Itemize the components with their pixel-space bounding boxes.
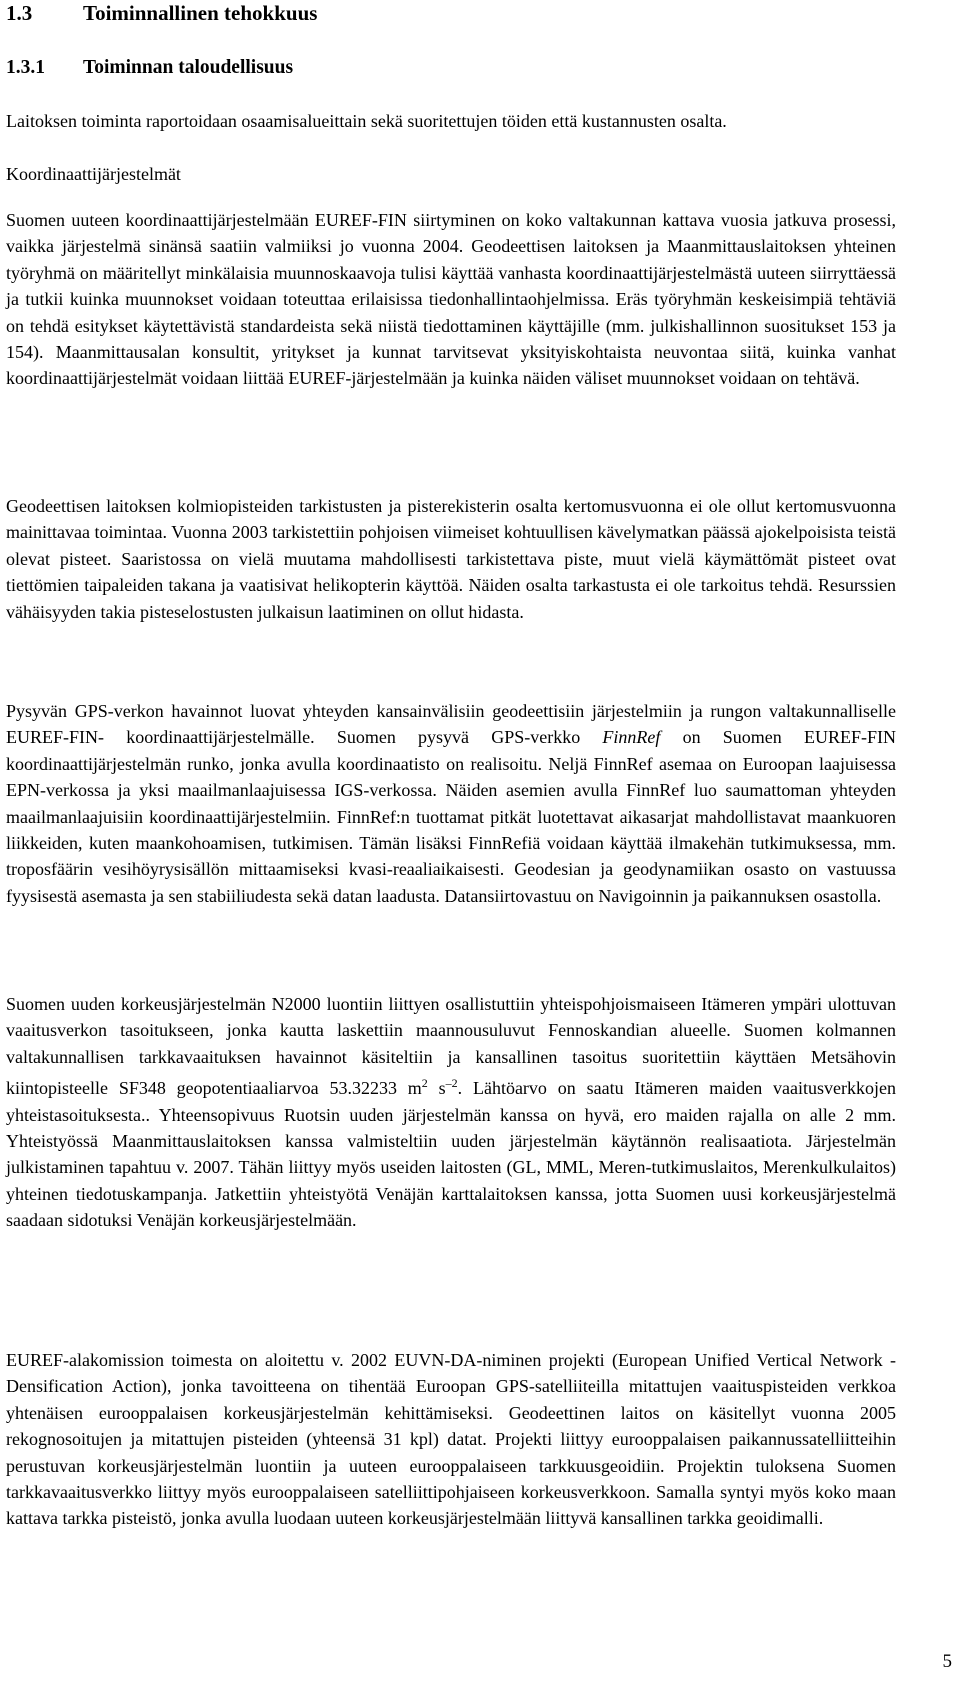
gps-text-after: on Suomen EUREF-FIN koordinaattijärjestelmän runko, jonka avulla koordinaatisto on realisoitu. Neljä FinnRef asemaa on Euroopan laajuisessa EPN-verkossa ja yksi maailmanlaajuisessa IGS-verkossa. Näiden asemien avulla FinnRef luo saumattoman yhteyden maailmanlaajuisiin koordinaattijärjestelmiin. FinnRef:n tuottamat pitkät luotettavat aikasarjat mahdollistavat maankuoren liikkeiden, kuten maankohoamisen, tutkimisen. Tämän lisäksi FinnRefiä voidaan käyttää ilmakehän tutkimuksessa, mm. troposfäärin vesihöyrysisällön mittaamiseksi kvasi-reaaliaikaisesti. Geodesian ja geodynamiikan osasto on vastuussa fyysisestä asemasta ja sen stabiiliudesta sekä datan laadusta. Datansiirtovastuu on Navigoinnin ja paikannuksen osastolla. [6, 727, 896, 906]
section-number: 1.3 [6, 1, 33, 25]
section-heading [6, 0, 317, 26]
paragraph-triangulation-points: Geodeettisen laitoksen kolmiopisteiden tarkistusten ja pisterekisterin osalta kertomusvuonna ei ole ollut kertomusvuonna mainittavaa toimintaa. Vuonna 2003 tarkistettiin pohjoisen viimeiset kohtuullisen kävelymatkan päässä ajokelpoisista teistä olevat pisteet. Saaristossa on vielä muutama mahdollisesti tarkistettava piste, muut vielä käymättömät pisteet ovat tiettömien taipaleiden takana ja vaatisivat helikopterin käyttöä. Näiden osalta tarkastusta ei ole tarkoitus tehdä. Resurssien vähäisyyden takia pisteselostusten julkaisun laatiminen on ollut hidasta. [6, 496, 896, 622]
unit-superscript-2: –2 [445, 1076, 458, 1091]
paragraph-gps-network [6, 698, 896, 909]
gps-text-before: Pysyvän GPS-verkon havainnot luovat yhteyden kansainvälisiin geodeettisiin järjestelmiin ja rungon valtakunnalliselle EUREF-FIN- koordinaattijärjestelmälle. Suomen pysyvä GPS-verkko [6, 701, 896, 748]
subsection-title: Toiminnan taloudellisuus [83, 57, 294, 78]
finnref-italic: FinnRef [602, 727, 661, 748]
paragraph-coordinate-systems: Suomen uuteen koordinaattijärjestelmään EUREF-FIN siirtyminen on koko valtakunnan kattava vuosia jatkuva prosessi, vaikka järjestelmä sinänsä saatiin valmiiksi jo vuonna 2004. Geodeettisen laitoksen ja Maanmittauslaitoksen yhteinen työryhmä on määritellyt minkälaisia muunnoskaavoja tulisi käyttää vanhasta koordinaattijärjestelmästä uuteen siirryttäessä ja tutkii kuinka muunnokset voidaan toteuttaa erilaisissa tiedonhallintaohjelmissa. Eräs työryhmän keskeisimpiä tehtäviä on tehdä esitykset käytettävistä standardeista sekä niistä tiedottaminen käyttäjille (mm. julkishallinnon suositukset 153 ja 154). Maanmittausalan konsultit, yritykset ja kunnat tarvitsevat yksityiskohtaista neuvontaa siitä, kuinka vanhat koordinaattijärjestelmät voidaan liittää EUREF-järjestelmään ja kuinka näiden väliset muunnokset voidaan on tehtävä. [6, 210, 896, 389]
subsection-number: 1.3.1 [6, 57, 45, 78]
paragraph-height-system [6, 991, 896, 1234]
height-text-a: Suomen uuden korkeusjärjestelmän N2000 luontiin liittyen osallistuttiin yhteispohjoismaiseen Itämeren ympäri ulottuvan vaaitusverkon tasoitukseen, jonka kautta laskettiin maannousuluvut Fennoskandian alueelle. Suomen kolmannen valtakunnallisen tarkkavaaituksen havainnot käsiteltiin ja kansallinen tasoitus suoritettiin käyttäen Metsähovin kiintopisteelle SF348 geopotentiaaliarvoa 53.32233 m [6, 994, 896, 1099]
subsection-heading [6, 55, 293, 81]
section-title: Toiminnallinen tehokkuus [83, 1, 318, 25]
height-text-b: . Lähtöarvo on saatu Itämeren maiden vaaitusverkkojen yhteistasoituksesta.. Yhteensopivuus Ruotsin uuden järjestelmän kanssa on hyvä, ero maiden rajalla on alle 2 mm. Yhteistyössä Maanmittauslaitoksen kanssa valmisteltiin uuden järjestelmän käytännön realisaatiota. Järjestelmän julkistaminen tapahtuu v. 2007. Tähän liittyy myös useiden laitosten (GL, MML, Meren-tutkimuslaitos, Merenkulkulaitos) yhteinen tiedotuskampanja. Jatkettiin yhteistyötä Venäjän karttalaitoksen kanssa, jotta Suomen uusi korkeusjärjestelmä saadaan sidotuksi Venäjän korkeusjärjestelmään. [6, 1078, 896, 1231]
unit-superscript-1: 2 [421, 1076, 428, 1091]
intro-paragraph: Laitoksen toiminta raportoidaan osaamisalueittain sekä suoritettujen töiden että kustannusten osalta. [6, 111, 727, 131]
paragraph-euvn-da: EUREF-alakomission toimesta on aloitettu v. 2002 EUVN-DA-niminen projekti (European Unified Vertical Network - Densification Action), jonka tavoitteena on tihentää Euroopan GPS-satelliiteilla mitattujen vaaituspisteiden verkkoa yhtenäisen eurooppalaisen korkeusjärjestelmän kehittämiseksi. Geodeettinen laitos on käsitellyt vuonna 2005 rekognosoitujen ja mitattujen pisteiden (yhteensä 31 kpl) datat. Projekti liittyy eurooppalaisen paikannussatelliitteihin perustuvan korkeusjärjestelmän luontiin ja uuteen eurooppalaiseen tarkkuusgeoidiin. Projektin tuloksena Suomen tarkkavaaitusverkko liittyy myös eurooppalaiseen satelliittipohjaiseen korkeusverkkoon. Samalla syntyi myös koko maan kattava tarkka pisteistö, jonka avulla luodaan uuteen korkeusjärjestelmään liittyvä kansallinen tarkka geoidimalli. [6, 1350, 896, 1529]
topic-subheading: Koordinaattijärjestelmät [6, 164, 181, 184]
page-number: 5 [942, 1651, 952, 1672]
height-text-mid: s [427, 1078, 446, 1099]
